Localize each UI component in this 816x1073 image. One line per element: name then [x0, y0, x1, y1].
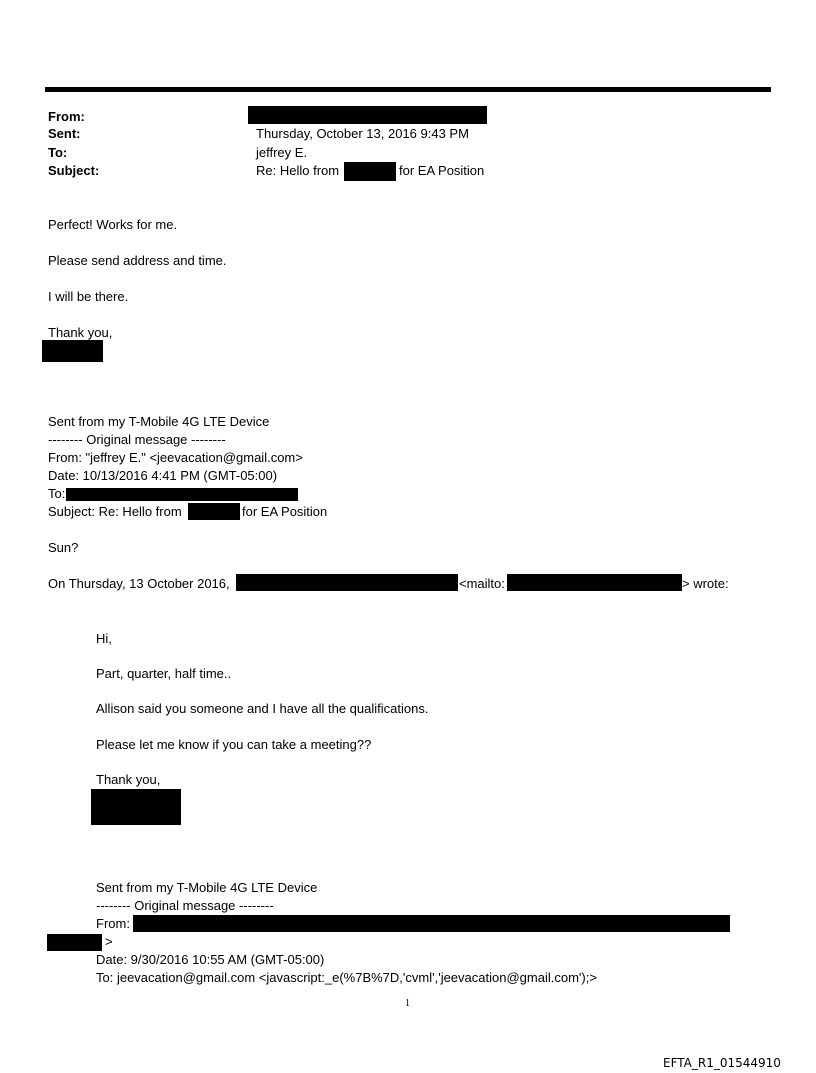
quoted1-mailto: <mailto: [459, 576, 505, 591]
sent-label: Sent: [48, 126, 81, 141]
subject-value-start: Re: Hello from [256, 163, 340, 178]
quoted2-line-3: Allison said you someone and I have all the qualifications. [96, 701, 429, 716]
redaction-subject-name [344, 162, 396, 181]
reply-line-4: Thank you, [48, 325, 113, 340]
quoted2-line-4: Please let me know if you can take a meeting?? [96, 737, 372, 752]
quoted2-from-tail: > [105, 934, 113, 949]
redaction-quoted1-to [66, 488, 298, 501]
quoted2-line-5: Thank you, [96, 772, 161, 787]
quoted1-body: Sun? [48, 540, 79, 555]
quoted2-line-1: Hi, [96, 631, 112, 646]
quoted1-divider: -------- Original message -------- [48, 432, 226, 447]
redaction-quoted2-from-cont [47, 934, 102, 951]
page-number: 1 [405, 998, 410, 1009]
quoted2-line-2: Part, quarter, half time.. [96, 666, 232, 681]
redaction-quoted1-email [507, 574, 682, 591]
reply-line-1: Perfect! Works for me. [48, 217, 178, 232]
redaction-signature-name [42, 340, 103, 362]
to-label: To: [48, 145, 68, 160]
quoted1-to-label: To: [48, 486, 66, 501]
redaction-quoted2-signature [91, 789, 181, 825]
quoted1-wrote-end: > wrote: [682, 576, 729, 591]
from-label: From: [48, 109, 85, 124]
quoted1-from: From: "jeffrey E." <jeevacation@gmail.com> [48, 450, 303, 465]
sent-value: Thursday, October 13, 2016 9:43 PM [256, 126, 469, 141]
reply-signature: Sent from my T-Mobile 4G LTE Device [48, 414, 270, 429]
redaction-quoted1-sender [236, 574, 458, 591]
document-id: EFTA_R1_01544910 [663, 1056, 781, 1070]
quoted1-subject-end: for EA Position [242, 504, 328, 519]
subject-label: Subject: [48, 163, 100, 178]
quoted2-signature: Sent from my T-Mobile 4G LTE Device [96, 880, 318, 895]
header-rule [45, 87, 771, 92]
quoted2-from-label: From: [96, 916, 130, 931]
subject-value-end: for EA Position [399, 163, 485, 178]
quoted2-to: To: jeevacation@gmail.com <javascript:_e(%7B%7D,'cvml','jeevacation@gmail.com');> [96, 970, 597, 985]
quoted2-date: Date: 9/30/2016 10:55 AM (GMT-05:00) [96, 952, 325, 967]
to-value: jeffrey E. [256, 145, 308, 160]
quoted1-wrote-start: On Thursday, 13 October 2016, [48, 576, 230, 591]
redaction-quoted1-subject [188, 503, 240, 520]
quoted1-subject-start: Subject: Re: Hello from [48, 504, 182, 519]
quoted1-date: Date: 10/13/2016 4:41 PM (GMT-05:00) [48, 468, 278, 483]
reply-line-2: Please send address and time. [48, 253, 227, 268]
quoted2-divider: -------- Original message -------- [96, 898, 274, 913]
reply-line-3: I will be there. [48, 289, 129, 304]
redaction-quoted2-from [133, 915, 730, 932]
redaction-from [248, 106, 487, 124]
